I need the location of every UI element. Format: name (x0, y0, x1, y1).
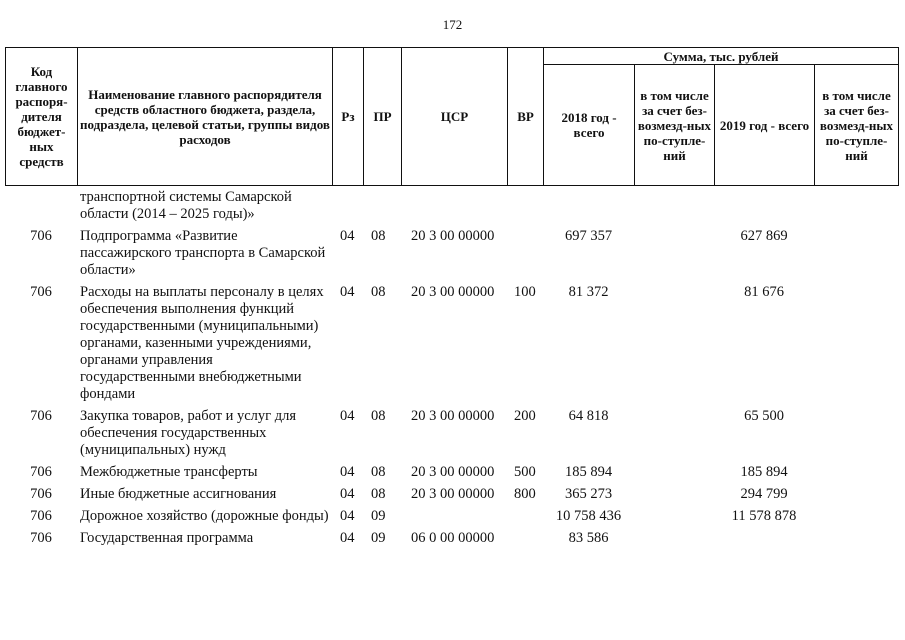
row-rz: 04 (340, 530, 355, 546)
header-2018-free: в том числе за счет без-возмезд-ных по-ступле-ний (635, 65, 715, 186)
row-name: Межбюджетные трансферты (80, 464, 258, 480)
table-row (5, 284, 898, 408)
row-code (5, 189, 77, 228)
row-2018-free (634, 408, 714, 464)
row-2018-total (543, 189, 634, 228)
row-2019-total (714, 530, 814, 552)
row-pr: 08 (371, 228, 386, 244)
row-2018-total: 10 758 436 (555, 508, 622, 524)
row-2018-total: 64 818 (568, 408, 609, 424)
table-row (5, 464, 898, 486)
table-row (5, 486, 898, 508)
row-rz: 04 (340, 486, 355, 502)
row-code: 706 (30, 284, 52, 300)
row-code: 706 (30, 486, 52, 502)
row-2019-total: 294 799 (740, 486, 788, 502)
row-pr (363, 189, 401, 228)
row-name: Государственная программа (80, 530, 254, 546)
row-vr (507, 189, 543, 228)
row-2019-total: 11 578 878 (731, 508, 797, 524)
row-2019-total: 65 500 (744, 408, 784, 424)
table-row (5, 530, 898, 552)
row-vr (507, 508, 543, 530)
row-vr (507, 228, 543, 284)
row-2018-free (634, 284, 714, 408)
row-code: 706 (30, 508, 52, 524)
header-pr: ПР (364, 48, 402, 186)
row-2019-free (814, 284, 898, 408)
table-header (5, 47, 899, 186)
row-pr: 08 (371, 284, 386, 300)
row-code: 706 (30, 228, 52, 244)
row-pr: 08 (371, 408, 386, 424)
row-name: Дорожное хозяйство (дорожные фонды) (80, 508, 329, 524)
row-2018-free (634, 189, 714, 228)
row-2019-free (814, 189, 898, 228)
header-code: Код главного распоря-дителя бюджет-ных средств (6, 48, 78, 186)
row-vr (507, 530, 543, 552)
row-2019-total: 185 894 (740, 464, 788, 480)
row-csr: 06 0 00 00000 (411, 530, 495, 546)
row-name: Закупка товаров, работ и услуг для обеспечения государственных (муниципальных) нужд (80, 408, 297, 458)
header-rz: Рз (333, 48, 364, 186)
row-csr: 20 3 00 00000 (411, 464, 495, 480)
row-2019-total (714, 189, 814, 228)
row-csr (401, 189, 507, 228)
row-csr: 20 3 00 00000 (411, 486, 495, 502)
row-2018-total: 185 894 (564, 464, 613, 480)
row-rz: 04 (340, 508, 355, 524)
row-name: Расходы на выплаты персоналу в целях обеспечения выполнения функций государственными (муниципальными) органами, казенными учреждениями, органами управления государственными внебюджетными фондами (80, 284, 324, 402)
row-2018-free (634, 530, 714, 552)
row-name: Иные бюджетные ассигнования (80, 486, 277, 502)
row-rz: 04 (340, 408, 355, 424)
row-2018-free (634, 464, 714, 486)
header-2019-total: 2019 год - всего (715, 65, 815, 186)
row-csr (401, 508, 507, 530)
row-2019-free (814, 228, 898, 284)
row-csr: 20 3 00 00000 (411, 228, 495, 244)
table-row (5, 228, 898, 284)
header-2018-total: 2018 год - всего (544, 65, 635, 186)
header-csr: ЦСР (402, 48, 508, 186)
row-code: 706 (30, 530, 52, 546)
row-rz: 04 (340, 228, 355, 244)
row-2018-free (634, 228, 714, 284)
row-2019-free (814, 530, 898, 552)
row-csr: 20 3 00 00000 (411, 284, 495, 300)
row-vr: 100 (514, 284, 536, 300)
row-2019-total: 81 676 (744, 284, 784, 300)
row-rz (332, 189, 363, 228)
row-rz: 04 (340, 284, 355, 300)
row-csr: 20 3 00 00000 (411, 408, 495, 424)
table-body (5, 189, 898, 552)
row-code: 706 (30, 464, 52, 480)
row-2018-total: 81 372 (568, 284, 609, 300)
row-2018-free (634, 486, 714, 508)
row-name: Подпрограмма «Развитие пассажирского транспорта в Самарской области» (80, 228, 326, 278)
row-2019-free (814, 464, 898, 486)
table-row (5, 408, 898, 464)
header-name: Наименование главного распорядителя средств областного бюджета, раздела, подраздела, целевой статьи, группы видов расходов (78, 48, 333, 186)
row-2019-total: 627 869 (740, 228, 788, 244)
row-2018-total: 365 273 (564, 486, 613, 502)
row-2019-free (814, 486, 898, 508)
row-name: транспортной системы Самарской области (2014 – 2025 годы)» (80, 189, 292, 222)
row-pr: 08 (371, 486, 386, 502)
header-2019-free: в том числе за счет без-возмезд-ных по-ступле-ний (815, 65, 899, 186)
table-row (5, 508, 898, 530)
header-vr: ВР (508, 48, 544, 186)
row-2018-total: 83 586 (568, 530, 609, 546)
row-2019-free (814, 508, 898, 530)
row-vr: 200 (514, 408, 536, 424)
row-pr: 09 (371, 508, 386, 524)
row-2018-free (634, 508, 714, 530)
row-code: 706 (30, 408, 52, 424)
row-2018-total: 697 357 (564, 228, 613, 244)
page-number: 172 (442, 17, 463, 32)
row-2019-free (814, 408, 898, 464)
row-pr: 08 (371, 464, 386, 480)
row-vr: 500 (514, 464, 536, 480)
row-rz: 04 (340, 464, 355, 480)
table-row (5, 189, 898, 228)
row-pr: 09 (371, 530, 386, 546)
row-vr: 800 (514, 486, 536, 502)
header-sum: Сумма, тыс. рублей (544, 48, 899, 65)
